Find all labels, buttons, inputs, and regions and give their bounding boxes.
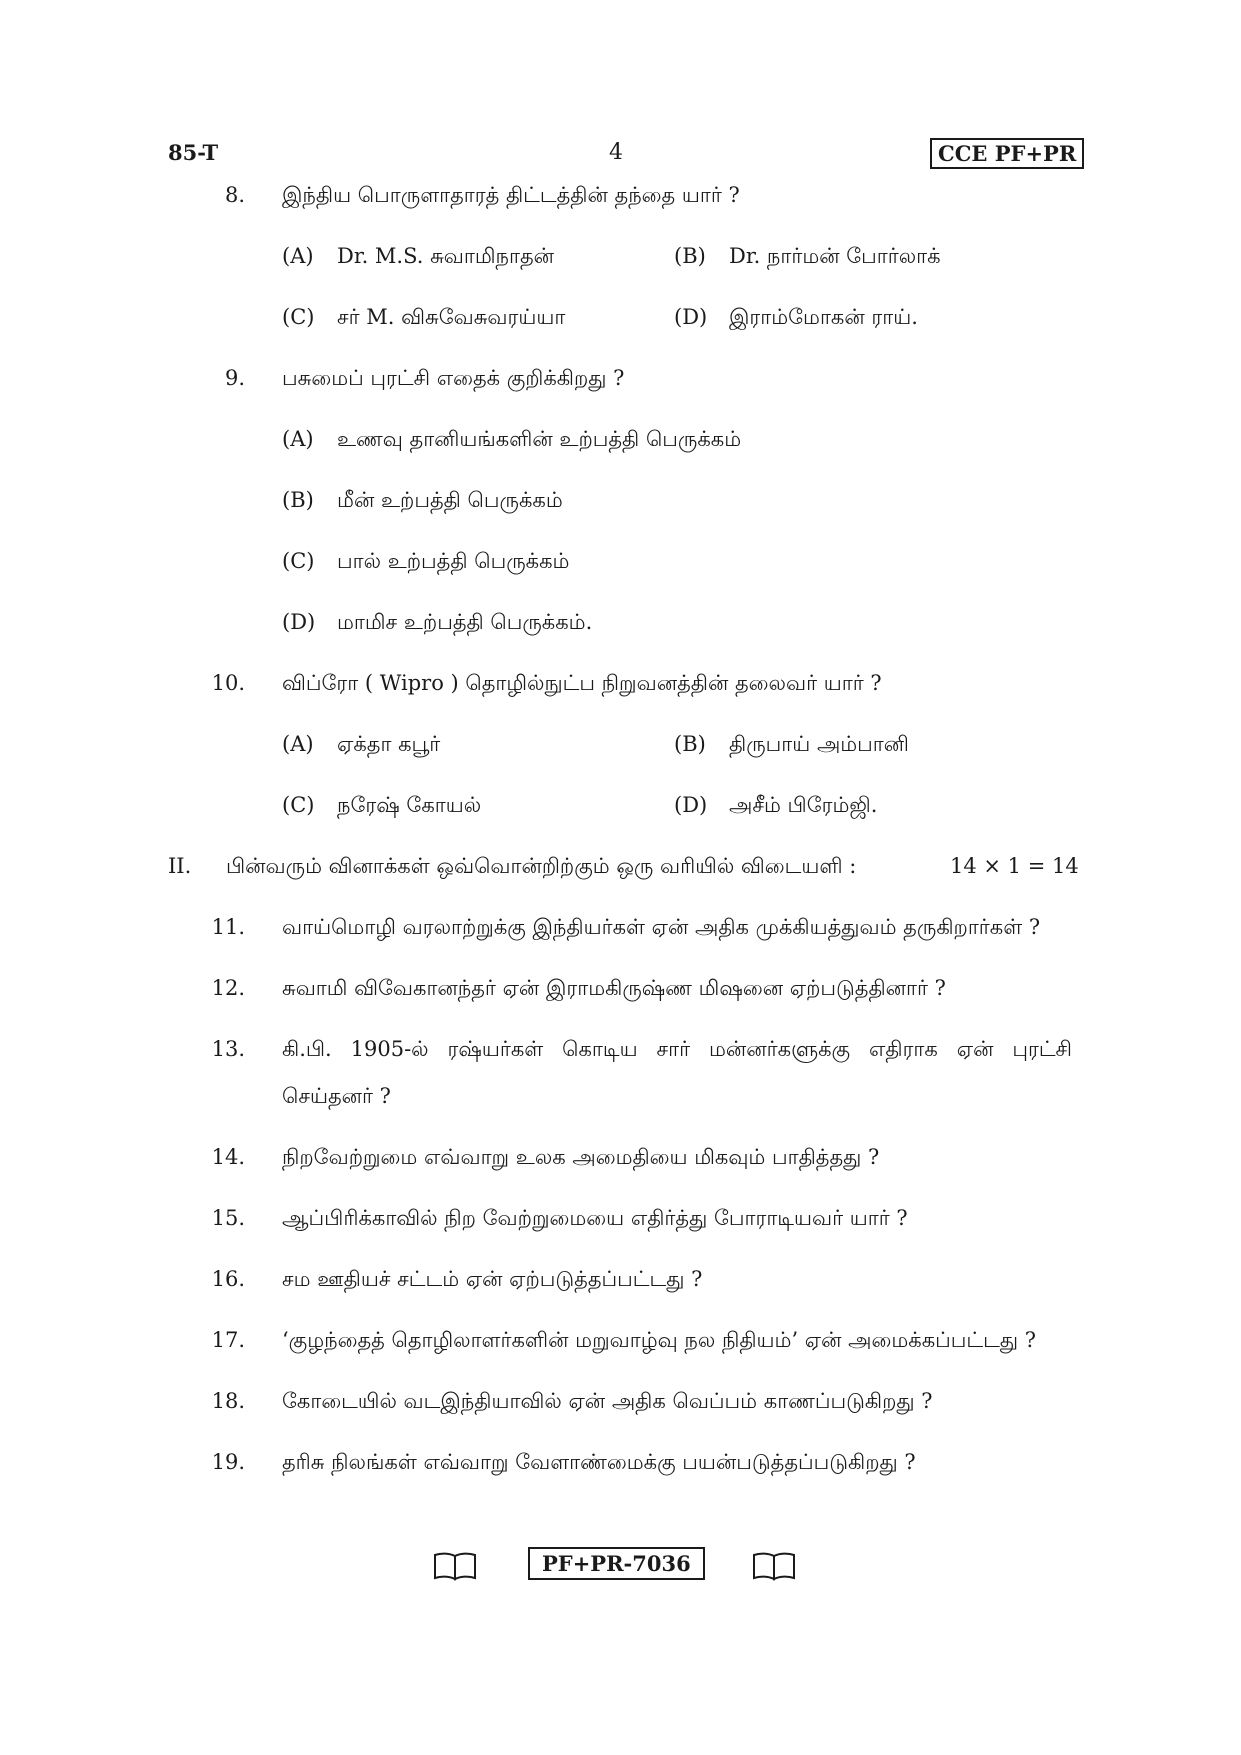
book-icon: [752, 1551, 796, 1581]
question-text: விப்ரோ ( Wipro ) தொழில்நுட்ப நிறுவனத்தின் தலைவர் யார் ?: [282, 671, 882, 695]
option-text: இராம்மோகன் ராய்.: [729, 305, 918, 329]
question-text: சம ஊதியச் சட்டம் ஏன் ஏற்படுத்தப்பட்டது ?: [282, 1267, 703, 1291]
option-label: (B): [674, 244, 706, 268]
option-label: (B): [674, 732, 706, 756]
book-icon: [433, 1551, 477, 1581]
option-label: (D): [674, 305, 708, 329]
question-text: ஆப்பிரிக்காவில் நிற வேற்றுமையை எதிர்த்து போராடியவர் யார் ?: [282, 1206, 908, 1230]
question-text: கோடையில் வடஇந்தியாவில் ஏன் அதிக வெப்பம் காணப்படுகிறது ?: [282, 1389, 933, 1413]
option-text: உணவு தானியங்களின் உற்பத்தி பெருக்கம்: [337, 427, 742, 451]
page-number: 4: [609, 140, 623, 165]
question-number: 19.: [211, 1450, 245, 1474]
option-text: மாமிச உற்பத்தி பெருக்கம்.: [337, 610, 593, 634]
footer-code-box: PF+PR-7036: [528, 1547, 705, 1580]
option-label: (D): [674, 793, 708, 817]
question-number: 8.: [224, 183, 245, 207]
question-text: சுவாமி விவேகானந்தர் ஏன் இராமகிருஷ்ண மிஷனை ஏற்படுத்தினார் ?: [282, 976, 946, 1000]
option-text: திருபாய் அம்பானி: [729, 732, 909, 756]
exam-code-box: CCE PF+PR: [930, 138, 1084, 169]
question-text: இந்திய பொருளாதாரத் திட்டத்தின் தந்தை யார் ?: [282, 183, 740, 207]
option-label: (D): [282, 610, 316, 634]
option-label: (C): [282, 793, 315, 817]
paper-code: 85-T: [168, 140, 219, 165]
question-number: 18.: [211, 1389, 245, 1413]
option-text: அசீம் பிரேம்ஜி.: [729, 793, 878, 817]
question-number: 9.: [224, 366, 245, 390]
question-text: தரிசு நிலங்கள் எவ்வாறு வேளாண்மைக்கு பயன்படுத்தப்படுகிறது ?: [282, 1450, 916, 1474]
question-number: 16.: [211, 1267, 245, 1291]
question-number: 12.: [211, 976, 245, 1000]
option-text: சர் M. விசுவேசுவரய்யா: [337, 305, 566, 329]
question-text-continued: செய்தனர் ?: [282, 1084, 391, 1108]
question-text: கி.பி. 1905-ல் ரஷ்யர்கள் கொடிய சார் மன்னர்களுக்கு எதிராக ஏன் புரட்சி: [282, 1037, 1072, 1061]
option-text: நரேஷ் கோயல்: [337, 793, 482, 817]
question-number: 14.: [211, 1145, 245, 1169]
question-text: வாய்மொழி வரலாற்றுக்கு இந்தியர்கள் ஏன் அதிக முக்கியத்துவம் தருகிறார்கள் ?: [282, 915, 1041, 939]
option-label: (B): [282, 488, 314, 512]
question-number: 17.: [211, 1328, 245, 1352]
question-number: 10.: [211, 671, 245, 695]
option-text: Dr. M.S. சுவாமிநாதன்: [337, 244, 555, 268]
option-text: ஏக்தா கபூர்: [337, 732, 441, 756]
question-number: 11.: [211, 915, 245, 939]
option-text: மீன் உற்பத்தி பெருக்கம்: [337, 488, 563, 512]
question-text: நிறவேற்றுமை எவ்வாறு உலக அமைதியை மிகவும் பாதித்தது ?: [282, 1145, 880, 1169]
section-instruction: பின்வரும் வினாக்கள் ஒவ்வொன்றிற்கும் ஒரு வரியில் விடையளி :: [226, 854, 857, 878]
question-number: 13.: [211, 1037, 245, 1061]
section-number: II.: [168, 854, 192, 878]
question-number: 15.: [211, 1206, 245, 1230]
section-marks: 14 × 1 = 14: [950, 854, 1079, 878]
option-label: (A): [282, 427, 314, 451]
option-label: (A): [282, 732, 314, 756]
option-text: Dr. நார்மன் போர்லாக்: [729, 244, 941, 268]
option-label: (C): [282, 305, 315, 329]
option-text: பால் உற்பத்தி பெருக்கம்: [337, 549, 570, 573]
question-text: ‘குழந்தைத் தொழிலாளர்களின் மறுவாழ்வு நல நிதியம்’ ஏன் அமைக்கப்பட்டது ?: [282, 1328, 1036, 1352]
question-text: பசுமைப் புரட்சி எதைக் குறிக்கிறது ?: [282, 366, 625, 390]
option-label: (A): [282, 244, 314, 268]
option-label: (C): [282, 549, 315, 573]
